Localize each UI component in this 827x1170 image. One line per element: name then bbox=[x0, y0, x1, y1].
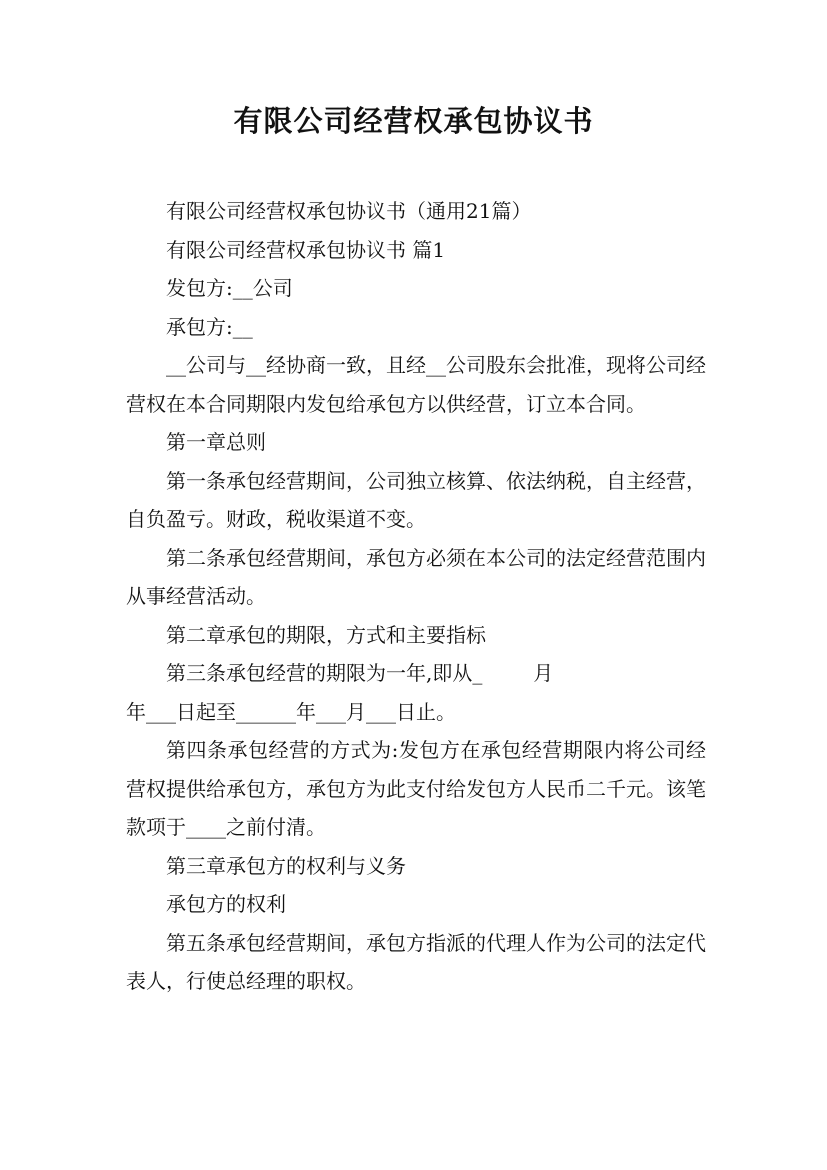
chapter-2-heading: 第二章承包的期限，方式和主要指标 bbox=[166, 622, 486, 647]
document-title: 有限公司经营权承包协议书 bbox=[233, 104, 594, 138]
paragraph-contractor: 发包方:__公司 bbox=[166, 276, 293, 300]
document-body bbox=[126, 192, 706, 1001]
chapter-3-heading: 第三章承包方的权利与义务 bbox=[166, 853, 406, 878]
paragraph-preamble: __公司与__经协商一致，且经__公司股东会批准，现将公司经营权在本合同期限内发包给承包方以供经营，订立本合同。 bbox=[126, 353, 706, 416]
article-2: 第二条承包经营期间，承包方必须在本公司的法定经营范围内从事经营活动。 bbox=[126, 545, 706, 608]
article-1: 第一条承包经营期间，公司独立核算、依法纳税，自主经营，自负盈亏。财政，税收渠道不变。 bbox=[126, 468, 706, 531]
article-4: 第四条承包经营的方式为:发包方在承包经营期限内将公司经营权提供给承包方，承包方为此支付给发包方人民币二千元。该笔款项于____之前付清。 bbox=[126, 738, 706, 839]
article-3-line-1: 第三条承包经营的期限为一年,即从_ 月 bbox=[166, 661, 554, 685]
article-3 bbox=[126, 654, 706, 731]
paragraph-section-heading: 有限公司经营权承包协议书 篇1 bbox=[166, 237, 446, 262]
rights-heading: 承包方的权利 bbox=[166, 892, 286, 916]
chapter-1-heading: 第一章总则 bbox=[166, 430, 266, 454]
paragraph-contractee: 承包方:__ bbox=[166, 314, 253, 339]
paragraph-subtitle: 有限公司经营权承包协议书（通用21篇） bbox=[166, 199, 532, 223]
article-5: 第五条承包经营期间，承包方指派的代理人作为公司的法定代表人，行使总经理的职权。 bbox=[126, 930, 706, 993]
article-3-line-2: 年___日起至______年___月___日止。 bbox=[126, 699, 456, 724]
